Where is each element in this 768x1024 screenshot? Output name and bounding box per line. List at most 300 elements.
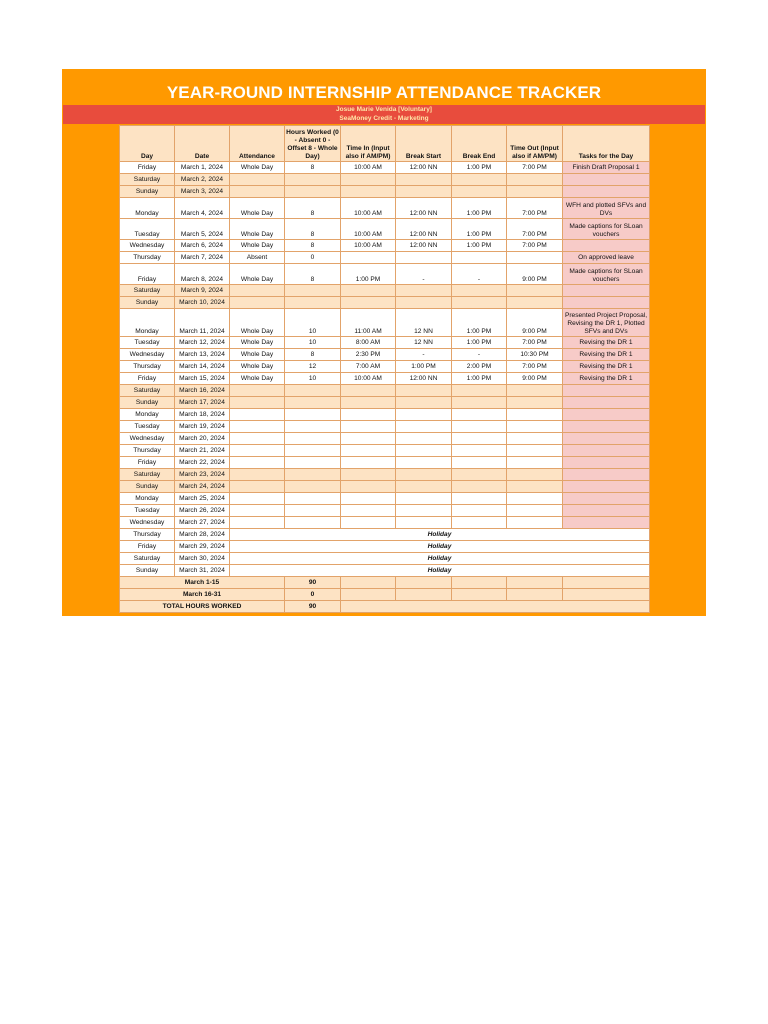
break-end-cell[interactable] [452,481,507,493]
break-end-cell[interactable] [452,445,507,457]
day-cell[interactable]: Saturday [120,385,175,397]
break-end-cell[interactable] [452,409,507,421]
summary-value: 0 [285,589,341,601]
break-end-cell[interactable]: - [452,349,507,361]
time-out-cell[interactable] [507,457,563,469]
attendance-cell[interactable]: Whole Day [230,198,285,219]
summary-row [120,589,650,601]
summary-empty-cell [396,589,452,601]
date-cell[interactable]: March 6, 2024 [175,240,230,252]
break-end-cell[interactable]: 1:00 PM [452,198,507,219]
break-start-cell[interactable]: - [396,264,452,285]
break-end-cell[interactable] [452,385,507,397]
summary-empty-cell [563,589,650,601]
break-start-cell[interactable]: 12:00 NN [396,219,452,240]
break-end-cell[interactable] [452,397,507,409]
time-out-cell[interactable] [507,481,563,493]
task-cell[interactable] [563,505,650,517]
task-cell[interactable] [563,517,650,529]
day-cell[interactable]: Thursday [120,361,175,373]
time-in-cell[interactable] [341,174,396,186]
summary-empty-cell [341,589,396,601]
break-start-cell[interactable]: 12:00 NN [396,162,452,174]
time-out-cell[interactable]: 9:00 PM [507,373,563,385]
break-end-cell[interactable]: 1:00 PM [452,309,507,337]
time-out-cell[interactable] [507,252,563,264]
hours-cell[interactable] [285,493,341,505]
attendance-cell[interactable]: Absent [230,252,285,264]
time-out-cell[interactable] [507,445,563,457]
attendance-cell[interactable] [230,297,285,309]
table-row [120,264,650,285]
break-end-cell[interactable]: 1:00 PM [452,162,507,174]
task-cell[interactable]: Revising the DR 1 [563,373,650,385]
break-start-cell[interactable] [396,517,452,529]
attendance-cell[interactable]: Whole Day [230,309,285,337]
hours-cell[interactable]: 8 [285,264,341,285]
break-start-cell[interactable] [396,421,452,433]
date-cell[interactable]: March 23, 2024 [175,469,230,481]
time-out-cell[interactable] [507,421,563,433]
date-cell[interactable]: March 31, 2024 [175,565,230,577]
task-cell[interactable] [563,186,650,198]
day-cell[interactable]: Thursday [120,529,175,541]
date-cell[interactable]: March 12, 2024 [175,337,230,349]
table-row [120,198,650,219]
table-row [120,309,650,337]
table-row [120,297,650,309]
hours-cell[interactable] [285,409,341,421]
day-cell[interactable]: Saturday [120,469,175,481]
break-end-cell[interactable] [452,252,507,264]
time-in-cell[interactable] [341,517,396,529]
day-cell[interactable]: Wednesday [120,349,175,361]
attendance-cell[interactable]: Whole Day [230,337,285,349]
holiday-label: Holiday [230,529,650,541]
time-out-cell[interactable] [507,409,563,421]
time-in-cell[interactable]: 2:30 PM [341,349,396,361]
time-in-cell[interactable] [341,469,396,481]
table-row [120,469,650,481]
day-cell[interactable]: Sunday [120,481,175,493]
break-end-cell[interactable] [452,297,507,309]
break-start-cell[interactable]: 1:00 PM [396,361,452,373]
day-cell[interactable]: Saturday [120,553,175,565]
summary-empty-cell [341,577,396,589]
time-out-cell[interactable]: 9:00 PM [507,264,563,285]
hours-cell[interactable]: 8 [285,219,341,240]
break-start-cell[interactable] [396,397,452,409]
day-cell[interactable]: Monday [120,309,175,337]
break-start-cell[interactable] [396,174,452,186]
date-cell[interactable]: March 17, 2024 [175,397,230,409]
task-cell[interactable] [563,469,650,481]
task-cell[interactable] [563,240,650,252]
break-end-cell[interactable] [452,174,507,186]
task-cell[interactable] [563,493,650,505]
time-out-cell[interactable] [507,297,563,309]
break-end-cell[interactable]: 1:00 PM [452,219,507,240]
task-cell[interactable]: Revising the DR 1 [563,337,650,349]
summary-label: March 1-15 [120,577,285,589]
date-cell[interactable]: March 16, 2024 [175,385,230,397]
break-end-cell[interactable] [452,433,507,445]
task-cell[interactable]: Revising the DR 1 [563,349,650,361]
table-row [120,517,650,529]
task-cell[interactable]: Finish Draft Proposal 1 [563,162,650,174]
time-in-cell[interactable]: 1:00 PM [341,264,396,285]
hours-cell[interactable]: 10 [285,373,341,385]
time-in-cell[interactable]: 8:00 AM [341,337,396,349]
date-cell[interactable]: March 9, 2024 [175,285,230,297]
time-out-cell[interactable] [507,186,563,198]
hours-cell[interactable] [285,285,341,297]
time-out-cell[interactable] [507,493,563,505]
hours-cell[interactable] [285,469,341,481]
break-end-cell[interactable]: - [452,264,507,285]
table-body [120,162,650,613]
hours-cell[interactable] [285,505,341,517]
date-cell[interactable]: March 30, 2024 [175,553,230,565]
break-start-cell[interactable]: 12 NN [396,309,452,337]
attendance-cell[interactable]: Whole Day [230,349,285,361]
attendance-cell[interactable] [230,505,285,517]
attendance-cell[interactable]: Whole Day [230,240,285,252]
day-cell[interactable]: Wednesday [120,240,175,252]
day-cell[interactable]: Monday [120,409,175,421]
hours-cell[interactable] [285,433,341,445]
attendance-cell[interactable] [230,421,285,433]
break-start-cell[interactable] [396,252,452,264]
table-row [120,349,650,361]
day-cell[interactable]: Monday [120,493,175,505]
time-out-cell[interactable] [507,433,563,445]
intern-name: Josue Marie Venida [Voluntary] [336,106,432,113]
time-in-cell[interactable]: 7:00 AM [341,361,396,373]
attendance-cell[interactable]: Whole Day [230,264,285,285]
date-cell[interactable]: March 28, 2024 [175,529,230,541]
break-end-cell[interactable] [452,285,507,297]
attendance-cell[interactable]: Whole Day [230,373,285,385]
summary-empty-cell [396,577,452,589]
hours-cell[interactable] [285,517,341,529]
table-row [120,397,650,409]
time-in-cell[interactable] [341,421,396,433]
task-cell[interactable] [563,433,650,445]
date-cell[interactable]: March 11, 2024 [175,309,230,337]
table-row [120,445,650,457]
table-row [120,219,650,240]
date-cell[interactable]: March 25, 2024 [175,493,230,505]
summary-label: March 16-31 [120,589,285,601]
task-cell[interactable]: WFH and plotted SFVs and DVs [563,198,650,219]
break-start-cell[interactable] [396,457,452,469]
break-start-cell[interactable] [396,385,452,397]
table-row [120,493,650,505]
day-cell[interactable]: Friday [120,264,175,285]
table-row [120,385,650,397]
attendance-cell[interactable] [230,397,285,409]
date-cell[interactable]: March 27, 2024 [175,517,230,529]
attendance-cell[interactable]: Whole Day [230,361,285,373]
day-cell[interactable]: Wednesday [120,433,175,445]
task-cell[interactable] [563,397,650,409]
time-in-cell[interactable] [341,285,396,297]
break-end-cell[interactable]: 1:00 PM [452,240,507,252]
hours-cell[interactable]: 10 [285,309,341,337]
task-cell[interactable] [563,385,650,397]
hours-cell[interactable] [285,445,341,457]
hours-cell[interactable] [285,174,341,186]
break-start-cell[interactable] [396,433,452,445]
day-cell[interactable]: Friday [120,541,175,553]
hours-cell[interactable]: 10 [285,337,341,349]
time-out-cell[interactable] [507,517,563,529]
summary-value: 90 [285,577,341,589]
day-cell[interactable]: Wednesday [120,517,175,529]
break-start-cell[interactable] [396,469,452,481]
attendance-cell[interactable] [230,481,285,493]
hours-cell[interactable] [285,297,341,309]
day-cell[interactable]: Saturday [120,174,175,186]
time-out-cell[interactable]: 9:00 PM [507,309,563,337]
time-out-cell[interactable] [507,505,563,517]
time-out-cell[interactable]: 7:00 PM [507,162,563,174]
summary-empty-cell [507,577,563,589]
hours-cell[interactable] [285,481,341,493]
task-cell[interactable] [563,421,650,433]
attendance-cell[interactable]: Whole Day [230,162,285,174]
hours-cell[interactable]: 8 [285,198,341,219]
attendance-table [119,125,650,613]
time-in-cell[interactable]: 10:00 AM [341,162,396,174]
total-label: TOTAL HOURS WORKED [120,601,285,613]
time-in-cell[interactable]: 10:00 AM [341,240,396,252]
date-cell[interactable]: March 26, 2024 [175,505,230,517]
time-in-cell[interactable] [341,297,396,309]
date-cell[interactable]: March 13, 2024 [175,349,230,361]
attendance-cell[interactable] [230,469,285,481]
time-in-cell[interactable] [341,505,396,517]
break-end-cell[interactable] [452,186,507,198]
hours-cell[interactable]: 12 [285,361,341,373]
break-end-cell[interactable] [452,493,507,505]
break-start-cell[interactable] [396,493,452,505]
hours-cell[interactable] [285,385,341,397]
task-cell[interactable] [563,174,650,186]
day-cell[interactable]: Monday [120,198,175,219]
hours-cell[interactable] [285,457,341,469]
break-end-cell[interactable] [452,517,507,529]
attendance-cell[interactable]: Whole Day [230,219,285,240]
date-cell[interactable]: March 4, 2024 [175,198,230,219]
col-header-attendance: Attendance [230,126,285,162]
task-cell[interactable] [563,297,650,309]
holiday-label: Holiday [230,553,650,565]
holiday-row [120,553,650,565]
date-cell[interactable]: March 3, 2024 [175,186,230,198]
task-cell[interactable]: On approved leave [563,252,650,264]
task-cell[interactable]: Presented Project Proposal, Revising the DR 1, Plotted SFVs and DVs [563,309,650,337]
break-start-cell[interactable] [396,285,452,297]
break-start-cell[interactable]: 12:00 NN [396,240,452,252]
time-in-cell[interactable] [341,385,396,397]
time-in-cell[interactable]: 10:00 AM [341,198,396,219]
time-out-cell[interactable]: 7:00 PM [507,198,563,219]
break-start-cell[interactable]: 12:00 NN [396,373,452,385]
table-row [120,252,650,264]
task-cell[interactable] [563,445,650,457]
attendance-cell[interactable] [230,409,285,421]
day-cell[interactable]: Thursday [120,252,175,264]
day-cell[interactable]: Tuesday [120,337,175,349]
time-out-cell[interactable] [507,469,563,481]
time-in-cell[interactable]: 10:00 AM [341,373,396,385]
break-end-cell[interactable] [452,505,507,517]
attendance-cell[interactable] [230,517,285,529]
day-cell[interactable]: Sunday [120,297,175,309]
day-cell[interactable]: Friday [120,373,175,385]
hours-cell[interactable]: 8 [285,162,341,174]
subtitle-bar [63,105,705,124]
attendance-cell[interactable] [230,445,285,457]
col-header-date: Date [175,126,230,162]
day-cell[interactable]: Tuesday [120,421,175,433]
time-out-cell[interactable]: 7:00 PM [507,240,563,252]
time-in-cell[interactable] [341,433,396,445]
time-out-cell[interactable] [507,174,563,186]
attendance-cell[interactable] [230,285,285,297]
break-end-cell[interactable] [452,469,507,481]
task-cell[interactable] [563,457,650,469]
summary-empty-cell [507,589,563,601]
break-end-cell[interactable] [452,421,507,433]
table-row [120,240,650,252]
date-cell[interactable]: March 7, 2024 [175,252,230,264]
holiday-row [120,529,650,541]
attendance-sheet [62,69,706,616]
total-value: 90 [285,601,341,613]
task-cell[interactable]: Made captions for SLoan vouchers [563,219,650,240]
col-header-day: Day [120,126,175,162]
task-cell[interactable]: Made captions for SLoan vouchers [563,264,650,285]
attendance-cell[interactable] [230,457,285,469]
hours-cell[interactable] [285,421,341,433]
day-cell[interactable]: Friday [120,162,175,174]
attendance-cell[interactable] [230,174,285,186]
hours-cell[interactable] [285,397,341,409]
task-cell[interactable] [563,409,650,421]
attendance-cell[interactable] [230,385,285,397]
day-cell[interactable]: Thursday [120,445,175,457]
table-row [120,337,650,349]
holiday-label: Holiday [230,565,650,577]
time-out-cell[interactable] [507,397,563,409]
table-row [120,162,650,174]
hours-cell[interactable]: 0 [285,252,341,264]
date-cell[interactable]: March 19, 2024 [175,421,230,433]
time-in-cell[interactable] [341,409,396,421]
attendance-cell[interactable] [230,433,285,445]
time-in-cell[interactable] [341,186,396,198]
break-start-cell[interactable] [396,297,452,309]
day-cell[interactable]: Sunday [120,565,175,577]
time-out-cell[interactable]: 10:30 PM [507,349,563,361]
time-in-cell[interactable] [341,397,396,409]
break-start-cell[interactable] [396,409,452,421]
day-cell[interactable]: Tuesday [120,505,175,517]
date-cell[interactable]: March 10, 2024 [175,297,230,309]
date-cell[interactable]: March 22, 2024 [175,457,230,469]
break-start-cell[interactable]: 12 NN [396,337,452,349]
hours-cell[interactable]: 8 [285,349,341,361]
table-row [120,285,650,297]
date-cell[interactable]: March 2, 2024 [175,174,230,186]
time-in-cell[interactable] [341,457,396,469]
time-in-cell[interactable] [341,481,396,493]
time-in-cell[interactable] [341,445,396,457]
table-row [120,186,650,198]
break-end-cell[interactable] [452,457,507,469]
date-cell[interactable]: March 1, 2024 [175,162,230,174]
table-row [120,433,650,445]
date-cell[interactable]: March 29, 2024 [175,541,230,553]
task-cell[interactable] [563,481,650,493]
table-row [120,174,650,186]
break-start-cell[interactable]: - [396,349,452,361]
date-cell[interactable]: March 15, 2024 [175,373,230,385]
time-out-cell[interactable]: 7:00 PM [507,337,563,349]
hours-cell[interactable]: 8 [285,240,341,252]
day-cell[interactable]: Saturday [120,285,175,297]
date-cell[interactable]: March 5, 2024 [175,219,230,240]
date-cell[interactable]: March 8, 2024 [175,264,230,285]
break-end-cell[interactable]: 1:00 PM [452,373,507,385]
date-cell[interactable]: March 20, 2024 [175,433,230,445]
day-cell[interactable]: Tuesday [120,219,175,240]
total-empty-cell [341,601,650,613]
break-start-cell[interactable]: 12:00 NN [396,198,452,219]
day-cell[interactable]: Sunday [120,186,175,198]
task-cell[interactable]: Revising the DR 1 [563,361,650,373]
break-end-cell[interactable]: 1:00 PM [452,337,507,349]
break-start-cell[interactable] [396,186,452,198]
break-start-cell[interactable] [396,445,452,457]
date-cell[interactable]: March 24, 2024 [175,481,230,493]
time-in-cell[interactable] [341,493,396,505]
break-end-cell[interactable]: 2:00 PM [452,361,507,373]
attendance-cell[interactable] [230,186,285,198]
time-in-cell[interactable]: 11:00 AM [341,309,396,337]
hours-cell[interactable] [285,186,341,198]
time-out-cell[interactable] [507,285,563,297]
day-cell[interactable]: Sunday [120,397,175,409]
day-cell[interactable]: Friday [120,457,175,469]
time-out-cell[interactable]: 7:00 PM [507,361,563,373]
date-cell[interactable]: March 21, 2024 [175,445,230,457]
break-start-cell[interactable] [396,505,452,517]
time-out-cell[interactable]: 7:00 PM [507,219,563,240]
date-cell[interactable]: March 14, 2024 [175,361,230,373]
time-in-cell[interactable] [341,252,396,264]
col-header-break-end: Break End [452,126,507,162]
date-cell[interactable]: March 18, 2024 [175,409,230,421]
break-start-cell[interactable] [396,481,452,493]
time-out-cell[interactable] [507,385,563,397]
task-cell[interactable] [563,285,650,297]
attendance-cell[interactable] [230,493,285,505]
time-in-cell[interactable]: 10:00 AM [341,219,396,240]
